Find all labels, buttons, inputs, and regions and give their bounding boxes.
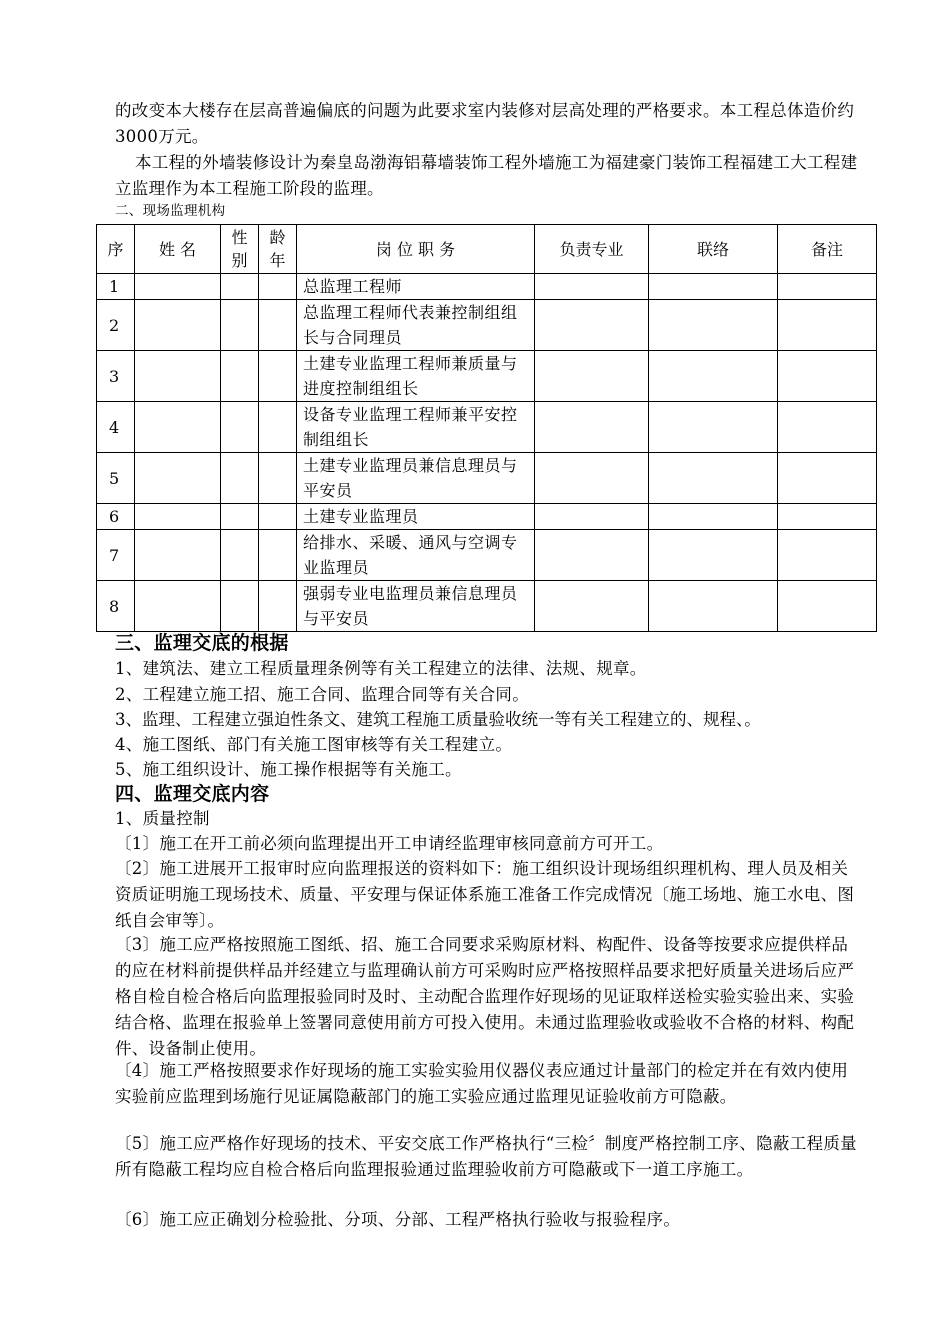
row-index: 1 — [97, 274, 135, 300]
row-duty: 强弱专业电监理员兼信息理员与平安员 — [297, 581, 535, 632]
table-header-row — [97, 225, 877, 274]
section-3-item: 2、工程建立施工招、施工合同、监理合同等有关合同。 — [115, 685, 529, 704]
header-age: 龄年 — [259, 225, 297, 274]
header-major: 负责专业 — [535, 225, 649, 274]
header-note: 备注 — [778, 225, 877, 274]
section-4-item: 〔6〕施工应正确划分检验批、分项、分部、工程严格执行验收与报验程序。 — [115, 1210, 681, 1229]
row-duty: 设备专业监理工程师兼平安控制组组长 — [297, 402, 535, 453]
section-4-title: 四、监理交底内容 — [115, 783, 270, 805]
header-name: 姓 名 — [135, 225, 221, 274]
row-index: 2 — [97, 300, 135, 351]
table-row — [97, 581, 877, 632]
table-row — [97, 274, 877, 300]
row-index: 5 — [97, 453, 135, 504]
row-index: 6 — [97, 504, 135, 530]
intro-paragraph-2: 本工程的外墙装修设计为秦皇岛渤海铝幕墙装饰工程外墙施工为福建豪门装饰工程福建工大工程建立监理作为本工程施工阶段的监理。 — [115, 153, 858, 198]
row-index: 3 — [97, 351, 135, 402]
section-2-title: 二、现场监理机构 — [115, 203, 226, 219]
section-3-item: 5、施工组织设计、施工操作根据等有关施工。 — [115, 760, 462, 779]
section-3-item: 3、监理、工程建立强迫性条文、建筑工程施工质量验收统一等有关工程建立的、规程、。 — [115, 710, 761, 729]
intro-paragraph-1: 的改变本大楼存在层高普遍偏底的问题为此要求室内装修对层高处理的严格要求。本工程总体造价约3000万元。 — [115, 101, 855, 146]
header-index: 序 — [97, 225, 135, 274]
row-duty: 土建专业监理工程师兼质量与进度控制组组长 — [297, 351, 535, 402]
staff-table — [96, 224, 877, 632]
row-duty: 总监理工程师代表兼控制组组长与合同理员 — [297, 300, 535, 351]
header-duty: 岗 位 职 务 — [297, 225, 535, 274]
section-3-item: 4、施工图纸、部门有关施工图审核等有关工程建立。 — [115, 735, 513, 754]
row-index: 8 — [97, 581, 135, 632]
row-duty: 总监理工程师 — [297, 274, 535, 300]
section-4-item: 〔5〕施工应严格作好现场的技术、平安交底工作严格执行“三检〞制度严格控制工序、隐蔽工程质量所有隐蔽工程均应自检合格后向监理报验通过监理验收前方可隐蔽或下一道工序施工。 — [115, 1134, 857, 1179]
section-4-item: 〔1〕施工在开工前必须向监理提出开工申请经监理审核同意前方可开工。 — [115, 834, 664, 853]
row-index: 4 — [97, 402, 135, 453]
header-contact: 联络 — [649, 225, 778, 274]
table-row — [97, 300, 877, 351]
section-4-item: 〔3〕施工应严格按照施工图纸、招、施工合同要求采购原材料、构配件、设备等按要求应提供样品的应在材料前提供样品并经建立与监理确认前方可采购时应严格按照样品要求把好质量关进场后应严格自检自检合格后向监理报验同时及时、主动配合监理作好现场的见证取样送检实验实验出来、实验结合格、监理在报验单上签署同意使用前方可投入使用。未通过监理验收或验收不合格的材料、构配件、设备制止使用。 — [115, 935, 855, 1058]
section-3-title: 三、监理交底的根据 — [115, 632, 289, 654]
row-duty: 给排水、采暖、通风与空调专业监理员 — [297, 530, 535, 581]
table-row — [97, 402, 877, 453]
section-3-item: 1、建筑法、建立工程质量理条例等有关工程建立的法律、法规、规章。 — [115, 659, 647, 678]
row-duty: 土建专业监理员兼信息理员与平安员 — [297, 453, 535, 504]
row-duty: 土建专业监理员 — [297, 504, 535, 530]
table-row — [97, 530, 877, 581]
header-gender: 性别 — [221, 225, 259, 274]
table-row — [97, 453, 877, 504]
section-4-subtitle: 1、质量控制 — [115, 809, 210, 828]
row-index: 7 — [97, 530, 135, 581]
table-row — [97, 351, 877, 402]
table-row — [97, 504, 877, 530]
section-4-item: 〔4〕施工严格按照要求作好现场的施工实验实验用仪器仪表应通过计量部门的检定并在有效内使用实验前应监理到场施行见证属隐蔽部门的施工实验应通过监理见证验收前方可隐蔽。 — [115, 1061, 849, 1106]
section-4-item: 〔2〕施工进展开工报审时应向监理报送的资料如下：施工组织设计现场组织理机构、理人员及相关资质证明施工现场技术、质量、平安理与保证体系施工准备工作完成情况〔施工场地、施工水电、图纸自会审等〕。 — [115, 859, 855, 930]
